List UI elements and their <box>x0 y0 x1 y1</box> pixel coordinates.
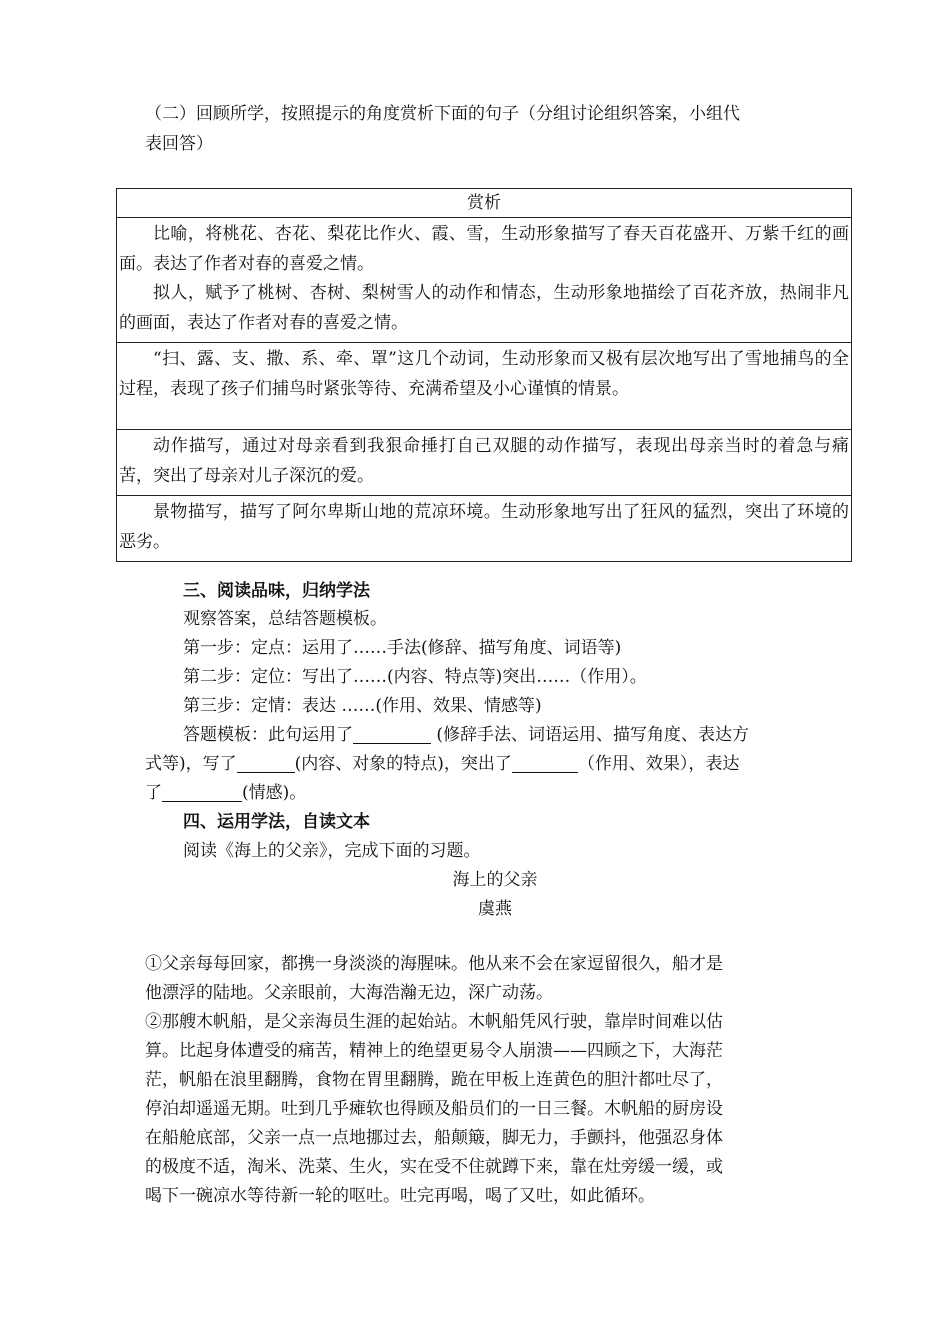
analysis-paragraph: 比喻，将桃花、杏花、梨花比作火、霞、雪，生动形象描写了春天百花盛开、万紫千红的画面。表达了作者对春的喜爱之情。 <box>119 224 849 274</box>
analysis-paragraph: 景物描写，描写了阿尔卑斯山地的荒凉环境。生动形象地写出了狂风的猛烈，突出了环境的恶劣。 <box>119 502 849 552</box>
analysis-paragraph: 拟人，赋予了桃树、杏树、梨树雪人的动作和情态，生动形象地描绘了百花齐放，热闹非凡的画面，表达了作者对春的喜爱之情。 <box>119 283 849 333</box>
step-3-text: 第三步：定情：表达 ……(作用、效果、情感等) <box>183 696 542 716</box>
article-author: 虞燕 <box>478 899 512 919</box>
observe-text: 观察答案，总结答题模板。 <box>183 609 387 629</box>
section-intro-line-2: 表回答） <box>145 134 213 154</box>
analysis-table <box>116 188 852 562</box>
template-line-2 <box>145 750 739 778</box>
template-text: 式等)，写了 <box>145 754 237 774</box>
template-text: 答题模板：此句运用了 <box>183 725 353 745</box>
table-row <box>117 430 852 496</box>
passage-line: 在船舱底部，父亲一点一点地挪过去，船颠簸，脚无力，手颤抖，他强忍身体 <box>145 1128 723 1148</box>
template-text: (情感)。 <box>242 783 307 803</box>
section-intro-line-1: （二）回顾所学，按照提示的角度赏析下面的句子（分组讨论组织答案，小组代 <box>145 104 740 124</box>
template-line-1 <box>183 721 749 749</box>
template-text: 了 <box>145 783 162 803</box>
table-cell <box>117 496 852 562</box>
table-cell <box>117 218 852 343</box>
passage-line: 茫，帆船在浪里翻腾，食物在胃里翻腾，跪在甲板上连黄色的胆汁都吐尽了， <box>145 1070 723 1090</box>
table-cell <box>117 343 852 430</box>
reading-instruction: 阅读《海上的父亲》，完成下面的习题。 <box>183 841 481 861</box>
template-text: (修辞手法、词语运用、描写角度、表达方 <box>431 725 750 745</box>
answer-blank-effect <box>512 754 578 773</box>
table-row <box>117 218 852 343</box>
passage-line: 停泊却遥遥无期。吐到几乎瘫软也得顾及船员们的一日三餐。木帆船的厨房设 <box>145 1099 723 1119</box>
table-cell <box>117 430 852 496</box>
section-3-heading: 三、阅读品味，归纳学法 <box>183 581 370 601</box>
section-4-heading: 四、运用学法，自读文本 <box>183 812 370 832</box>
analysis-paragraph: 动作描写，通过对母亲看到我狠命捶打自己双腿的动作描写，表现出母亲当时的着急与痛苦，突出了母亲对儿子深沉的爱。 <box>119 436 849 486</box>
table-header-row <box>117 189 852 218</box>
template-text: (内容、对象的特点)，突出了 <box>294 754 512 774</box>
step-2-text: 第二步：定位：写出了……(内容、特点等)突出……（作用）。 <box>183 667 647 687</box>
article-title: 海上的父亲 <box>452 870 538 890</box>
passage-line: ①父亲每每回家，都携一身淡淡的海腥味。他从来不会在家逗留很久，船才是 <box>145 954 723 974</box>
template-text: （作用、效果），表达 <box>577 754 740 774</box>
table-row <box>117 496 852 562</box>
answer-blank-technique <box>353 725 431 744</box>
answer-blank-emotion <box>162 783 242 802</box>
passage-line: 他漂浮的陆地。父亲眼前，大海浩瀚无边，深广动荡。 <box>145 983 553 1003</box>
analysis-paragraph: “扫、露、支、撒、系、牵、罩”这几个动词，生动形象而又极有层次地写出了雪地捕鸟的全过程，表现了孩子们捕鸟时紧张等待、充满希望及小心谨慎的情景。 <box>119 349 849 399</box>
table-header-cell: 赏析 <box>117 189 852 218</box>
passage-line: 算。比起身体遭受的痛苦，精神上的绝望更易令人崩溃——四顾之下，大海茫 <box>145 1041 723 1061</box>
passage-line: 的极度不适，淘米、洗菜、生火，实在受不住就蹲下来，靠在灶旁缓一缓，或 <box>145 1157 723 1177</box>
answer-blank-content <box>237 754 295 773</box>
passage-line: 喝下一碗凉水等待新一轮的呕吐。吐完再喝，喝了又吐，如此循环。 <box>145 1186 655 1206</box>
template-line-3 <box>145 779 306 807</box>
table-row <box>117 343 852 430</box>
step-1-text: 第一步：定点：运用了……手法(修辞、描写角度、词语等) <box>183 638 622 658</box>
passage-line: ②那艘木帆船，是父亲海员生涯的起始站。木帆船凭风行驶，靠岸时间难以估 <box>145 1012 723 1032</box>
